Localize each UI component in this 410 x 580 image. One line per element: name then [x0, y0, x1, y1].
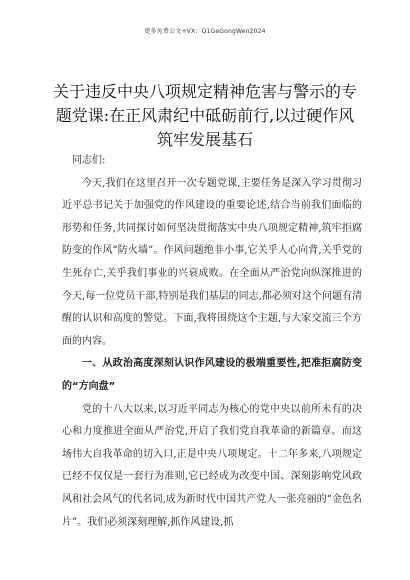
salutation: 同志们:	[72, 155, 106, 166]
header-note: 更多免费公文+VX：Q1GeGongWen2024	[144, 28, 266, 35]
section-paragraph: 党的十八大以来,以习近平同志为核心的党中央以前所未有的决心和力度推进全面从严治党,开启了我们党自我革命的新篇章。而这场伟大自我革命的切入口,正是中央八项规定。十二年多来,八项规定已经不仅仅是一套行为准则,它已经成为改变中国、深刻影响党风政风和社会风气的代名词,成为新时代中国共产党人一张亮丽的“金色名片”。我们必须深刻理解,抓作风建设,抓	[62, 403, 362, 528]
document-title: 关于违反中央八项规定精神危害与警示的专题党课:在正风肃纪中砥砺前行,以过硬作风筑牢发展基石	[52, 82, 357, 149]
intro-paragraph: 今天,我们在这里召开一次专题党课,主要任务是深入学习贯彻习近平总书记关于加强党的作风建设的重要论述,结合当前我们面临的形势和任务,共同探讨如何坚决贯彻落实中央八项规定精神,筑牢拒腐防变的作风“防火墙”。作风问题绝非小事,它关乎人心向背,关乎党的生死存亡,关乎我们事业的兴衰成败。在全面从严治党向纵深推进的今天,每一位党员干部,特别是我们基层的同志,都必须对这个问题有清醒的认识和高度的警觉。下面,我将围绕这个主题,与大家交流三个方面的内容。	[62, 177, 362, 347]
section-heading: 一、从政治高度深刻认识作风建设的极端重要性,把准拒腐防变的“方向盘”	[62, 358, 362, 392]
document-body	[62, 150, 362, 534]
